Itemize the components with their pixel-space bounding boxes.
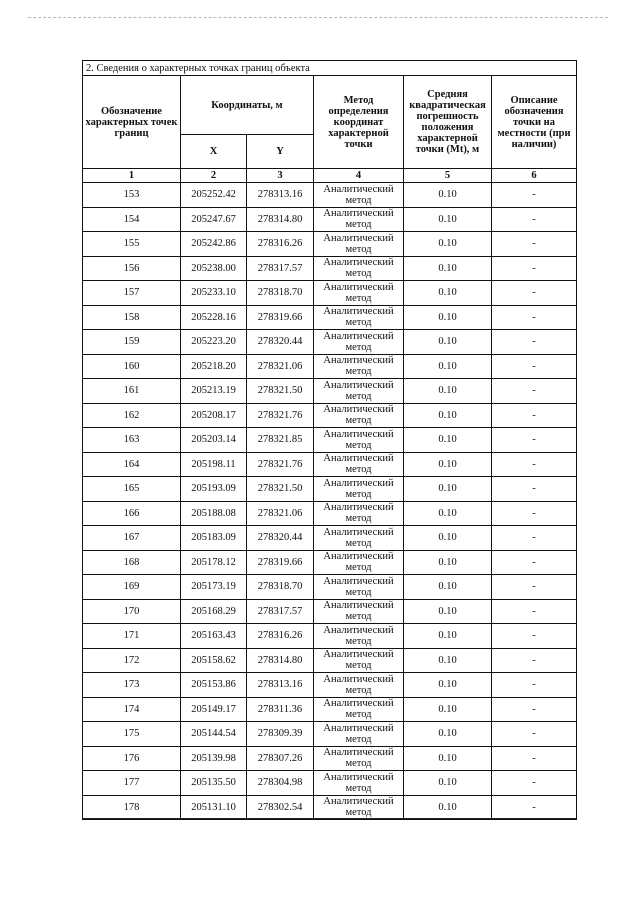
method-line-2: метод	[345, 733, 372, 745]
y-coordinate-cell: 278319.66	[247, 550, 314, 575]
method-cell	[314, 673, 404, 698]
accuracy-cell: 0.10	[404, 771, 492, 796]
method-line-1: Аналитический	[323, 796, 394, 808]
method-line-1: Аналитический	[323, 575, 394, 587]
table-row	[83, 795, 577, 820]
method-cell	[314, 330, 404, 355]
description-cell: -	[492, 599, 577, 624]
method-line-2: метод	[345, 513, 372, 525]
x-coordinate-cell: 205228.16	[181, 305, 247, 330]
y-coordinate-cell: 278302.54	[247, 795, 314, 820]
y-coordinate-cell: 278321.50	[247, 379, 314, 404]
method-cell	[314, 428, 404, 453]
table-row	[83, 452, 577, 477]
method-line-2: метод	[345, 243, 372, 255]
x-coordinate-cell: 205163.43	[181, 624, 247, 649]
x-coordinate-cell: 205203.14	[181, 428, 247, 453]
method-line-1: Аналитический	[323, 624, 394, 636]
accuracy-cell: 0.10	[404, 477, 492, 502]
header-coordinates: Координаты, м	[181, 76, 314, 135]
y-coordinate-cell: 278321.85	[247, 428, 314, 453]
x-coordinate-cell: 205233.10	[181, 281, 247, 306]
method-line-2: метод	[345, 709, 372, 721]
x-coordinate-cell: 205238.00	[181, 256, 247, 281]
table-row	[83, 232, 577, 257]
table-row	[83, 526, 577, 551]
method-line-2: метод	[345, 341, 372, 353]
y-coordinate-cell: 278314.80	[247, 648, 314, 673]
x-coordinate-cell: 205208.17	[181, 403, 247, 428]
table-row	[83, 207, 577, 232]
point-cell: 157	[83, 281, 181, 306]
table-row	[83, 281, 577, 306]
accuracy-cell: 0.10	[404, 379, 492, 404]
y-coordinate-cell: 278320.44	[247, 330, 314, 355]
method-line-2: метод	[345, 439, 372, 451]
point-cell: 165	[83, 477, 181, 502]
description-cell: -	[492, 746, 577, 771]
method-line-2: метод	[345, 415, 372, 427]
description-cell: -	[492, 379, 577, 404]
table-row	[83, 305, 577, 330]
table-row	[83, 746, 577, 771]
method-line-1: Аналитический	[323, 306, 394, 318]
column-number: 4	[314, 169, 404, 183]
y-coordinate-cell: 278316.26	[247, 624, 314, 649]
table-body	[83, 183, 577, 820]
table-row	[83, 599, 577, 624]
y-coordinate-cell: 278317.57	[247, 599, 314, 624]
accuracy-cell: 0.10	[404, 550, 492, 575]
point-cell: 173	[83, 673, 181, 698]
accuracy-cell: 0.10	[404, 648, 492, 673]
accuracy-cell: 0.10	[404, 330, 492, 355]
description-cell: -	[492, 354, 577, 379]
section-title: 2. Сведения о характерных точках границ объекта	[83, 61, 577, 76]
method-line-2: метод	[345, 268, 372, 280]
table-row	[83, 624, 577, 649]
table-row	[83, 673, 577, 698]
point-cell: 163	[83, 428, 181, 453]
table-row	[83, 771, 577, 796]
method-line-1: Аналитический	[323, 183, 394, 195]
description-cell: -	[492, 256, 577, 281]
accuracy-cell: 0.10	[404, 452, 492, 477]
method-line-1: Аналитический	[323, 502, 394, 514]
method-line-1: Аналитический	[323, 477, 394, 489]
header-x: X	[181, 135, 247, 169]
table-row	[83, 330, 577, 355]
accuracy-cell: 0.10	[404, 428, 492, 453]
table-row	[83, 183, 577, 208]
point-cell: 156	[83, 256, 181, 281]
accuracy-cell: 0.10	[404, 501, 492, 526]
accuracy-cell: 0.10	[404, 673, 492, 698]
method-line-1: Аналитический	[323, 404, 394, 416]
x-coordinate-cell: 205149.17	[181, 697, 247, 722]
method-cell	[314, 697, 404, 722]
table-row	[83, 550, 577, 575]
method-line-1: Аналитический	[323, 649, 394, 661]
point-cell: 172	[83, 648, 181, 673]
accuracy-cell: 0.10	[404, 599, 492, 624]
method-line-2: метод	[345, 366, 372, 378]
accuracy-cell: 0.10	[404, 183, 492, 208]
method-line-2: метод	[345, 194, 372, 206]
y-coordinate-cell: 278321.76	[247, 452, 314, 477]
description-cell: -	[492, 281, 577, 306]
x-coordinate-cell: 205153.86	[181, 673, 247, 698]
method-cell	[314, 771, 404, 796]
x-coordinate-cell: 205168.29	[181, 599, 247, 624]
table-row	[83, 648, 577, 673]
scan-top-line	[28, 17, 608, 18]
x-coordinate-cell: 205193.09	[181, 477, 247, 502]
table-row	[83, 403, 577, 428]
method-line-1: Аналитический	[323, 600, 394, 612]
column-number: 5	[404, 169, 492, 183]
method-cell	[314, 207, 404, 232]
x-coordinate-cell: 205183.09	[181, 526, 247, 551]
method-line-2: метод	[345, 488, 372, 500]
y-coordinate-cell: 278321.76	[247, 403, 314, 428]
column-number: 6	[492, 169, 577, 183]
method-line-1: Аналитический	[323, 771, 394, 783]
header-accuracy: Средняя квадратическая погрешность положения характерной точки (Mt), м	[404, 76, 492, 169]
y-coordinate-cell: 278313.16	[247, 183, 314, 208]
point-cell: 153	[83, 183, 181, 208]
method-cell	[314, 183, 404, 208]
accuracy-cell: 0.10	[404, 403, 492, 428]
description-cell: -	[492, 722, 577, 747]
y-coordinate-cell: 278314.80	[247, 207, 314, 232]
method-cell	[314, 526, 404, 551]
description-cell: -	[492, 673, 577, 698]
method-line-1: Аналитический	[323, 330, 394, 342]
description-cell: -	[492, 452, 577, 477]
method-line-1: Аналитический	[323, 453, 394, 465]
accuracy-cell: 0.10	[404, 795, 492, 820]
boundary-points-table	[82, 60, 577, 820]
method-cell	[314, 501, 404, 526]
y-coordinate-cell: 278311.36	[247, 697, 314, 722]
accuracy-cell: 0.10	[404, 232, 492, 257]
point-cell: 161	[83, 379, 181, 404]
method-cell	[314, 575, 404, 600]
accuracy-cell: 0.10	[404, 722, 492, 747]
point-cell: 160	[83, 354, 181, 379]
point-cell: 164	[83, 452, 181, 477]
x-coordinate-cell: 205188.08	[181, 501, 247, 526]
y-coordinate-cell: 278319.66	[247, 305, 314, 330]
x-coordinate-cell: 205242.86	[181, 232, 247, 257]
method-cell	[314, 232, 404, 257]
method-line-2: метод	[345, 317, 372, 329]
x-coordinate-cell: 205247.67	[181, 207, 247, 232]
method-line-1: Аналитический	[323, 698, 394, 710]
point-cell: 162	[83, 403, 181, 428]
method-cell	[314, 403, 404, 428]
accuracy-cell: 0.10	[404, 697, 492, 722]
accuracy-cell: 0.10	[404, 746, 492, 771]
method-cell	[314, 599, 404, 624]
description-cell: -	[492, 624, 577, 649]
point-cell: 155	[83, 232, 181, 257]
point-cell: 171	[83, 624, 181, 649]
method-cell	[314, 624, 404, 649]
y-coordinate-cell: 278313.16	[247, 673, 314, 698]
point-cell: 169	[83, 575, 181, 600]
description-cell: -	[492, 207, 577, 232]
header-point-designation: Обозначение характерных точек границ	[83, 76, 181, 169]
method-line-2: метод	[345, 219, 372, 231]
method-line-2: метод	[345, 660, 372, 672]
method-line-2: метод	[345, 562, 372, 574]
method-cell	[314, 550, 404, 575]
y-coordinate-cell: 278318.70	[247, 575, 314, 600]
point-cell: 170	[83, 599, 181, 624]
method-line-2: метод	[345, 537, 372, 549]
description-cell: -	[492, 771, 577, 796]
method-line-1: Аналитический	[323, 281, 394, 293]
point-cell: 176	[83, 746, 181, 771]
description-cell: -	[492, 183, 577, 208]
accuracy-cell: 0.10	[404, 526, 492, 551]
column-number: 2	[181, 169, 247, 183]
description-cell: -	[492, 795, 577, 820]
x-coordinate-cell: 205178.12	[181, 550, 247, 575]
description-cell: -	[492, 477, 577, 502]
point-cell: 166	[83, 501, 181, 526]
point-cell: 154	[83, 207, 181, 232]
method-cell	[314, 477, 404, 502]
method-line-1: Аналитический	[323, 722, 394, 734]
header-description: Описание обозначения точки на местности (при наличии)	[492, 76, 577, 169]
description-cell: -	[492, 403, 577, 428]
y-coordinate-cell: 278321.06	[247, 501, 314, 526]
point-cell: 177	[83, 771, 181, 796]
point-cell: 167	[83, 526, 181, 551]
x-coordinate-cell: 205173.19	[181, 575, 247, 600]
y-coordinate-cell: 278321.50	[247, 477, 314, 502]
header-y: Y	[247, 135, 314, 169]
method-cell	[314, 452, 404, 477]
description-cell: -	[492, 232, 577, 257]
method-line-1: Аналитический	[323, 257, 394, 269]
accuracy-cell: 0.10	[404, 354, 492, 379]
accuracy-cell: 0.10	[404, 256, 492, 281]
header-method: Метод определения координат характерной точки	[314, 76, 404, 169]
description-cell: -	[492, 648, 577, 673]
method-line-1: Аналитический	[323, 208, 394, 220]
accuracy-cell: 0.10	[404, 281, 492, 306]
x-coordinate-cell: 205144.54	[181, 722, 247, 747]
x-coordinate-cell: 205218.20	[181, 354, 247, 379]
method-cell	[314, 354, 404, 379]
method-line-1: Аналитический	[323, 551, 394, 563]
method-line-2: метод	[345, 635, 372, 647]
method-line-1: Аналитический	[323, 355, 394, 367]
method-line-1: Аналитический	[323, 232, 394, 244]
point-cell: 174	[83, 697, 181, 722]
method-line-1: Аналитический	[323, 526, 394, 538]
table-row	[83, 354, 577, 379]
y-coordinate-cell: 278317.57	[247, 256, 314, 281]
y-coordinate-cell: 278307.26	[247, 746, 314, 771]
x-coordinate-cell: 205135.50	[181, 771, 247, 796]
x-coordinate-cell: 205139.98	[181, 746, 247, 771]
method-line-2: метод	[345, 586, 372, 598]
description-cell: -	[492, 305, 577, 330]
table-row	[83, 428, 577, 453]
table-row	[83, 697, 577, 722]
method-line-2: метод	[345, 611, 372, 623]
method-cell	[314, 722, 404, 747]
method-cell	[314, 281, 404, 306]
method-line-1: Аналитический	[323, 428, 394, 440]
description-cell: -	[492, 330, 577, 355]
description-cell: -	[492, 550, 577, 575]
method-line-2: метод	[345, 782, 372, 794]
table-row	[83, 575, 577, 600]
column-number: 3	[247, 169, 314, 183]
method-cell	[314, 795, 404, 820]
table-row	[83, 256, 577, 281]
description-cell: -	[492, 428, 577, 453]
point-cell: 159	[83, 330, 181, 355]
y-coordinate-cell: 278318.70	[247, 281, 314, 306]
accuracy-cell: 0.10	[404, 305, 492, 330]
y-coordinate-cell: 278316.26	[247, 232, 314, 257]
method-line-2: метод	[345, 292, 372, 304]
point-cell: 168	[83, 550, 181, 575]
description-cell: -	[492, 501, 577, 526]
y-coordinate-cell: 278320.44	[247, 526, 314, 551]
description-cell: -	[492, 697, 577, 722]
table-row	[83, 722, 577, 747]
x-coordinate-cell: 205213.19	[181, 379, 247, 404]
method-line-1: Аналитический	[323, 747, 394, 759]
point-cell: 158	[83, 305, 181, 330]
x-coordinate-cell: 205223.20	[181, 330, 247, 355]
method-line-2: метод	[345, 758, 372, 770]
method-cell	[314, 256, 404, 281]
accuracy-cell: 0.10	[404, 575, 492, 600]
table-row	[83, 501, 577, 526]
accuracy-cell: 0.10	[404, 207, 492, 232]
method-line-1: Аналитический	[323, 673, 394, 685]
method-cell	[314, 379, 404, 404]
y-coordinate-cell: 278321.06	[247, 354, 314, 379]
x-coordinate-cell: 205131.10	[181, 795, 247, 820]
method-cell	[314, 648, 404, 673]
method-cell	[314, 746, 404, 771]
column-number: 1	[83, 169, 181, 183]
method-line-2: метод	[345, 390, 372, 402]
table-row	[83, 477, 577, 502]
x-coordinate-cell: 205198.11	[181, 452, 247, 477]
bottom-rule	[82, 818, 576, 819]
method-cell	[314, 305, 404, 330]
y-coordinate-cell: 278309.39	[247, 722, 314, 747]
description-cell: -	[492, 526, 577, 551]
x-coordinate-cell: 205158.62	[181, 648, 247, 673]
y-coordinate-cell: 278304.98	[247, 771, 314, 796]
description-cell: -	[492, 575, 577, 600]
method-line-2: метод	[345, 464, 372, 476]
x-coordinate-cell: 205252.42	[181, 183, 247, 208]
method-line-1: Аналитический	[323, 379, 394, 391]
method-line-2: метод	[345, 807, 372, 819]
accuracy-cell: 0.10	[404, 624, 492, 649]
point-cell: 175	[83, 722, 181, 747]
point-cell: 178	[83, 795, 181, 820]
method-line-2: метод	[345, 684, 372, 696]
table-row	[83, 379, 577, 404]
